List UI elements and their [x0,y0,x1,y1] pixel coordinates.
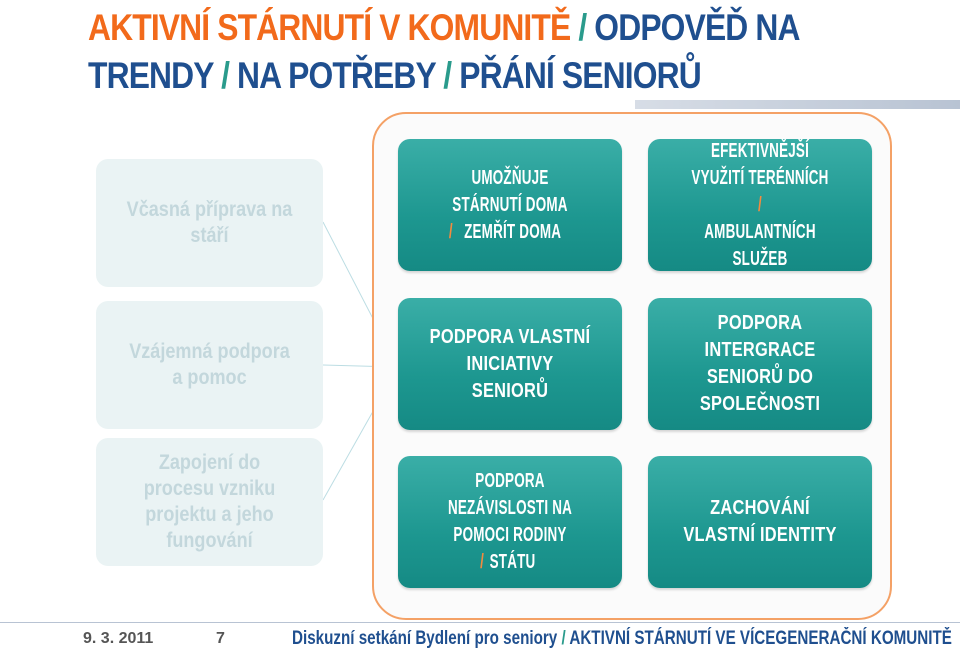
title-part-2: ODPOVĚĎ NA [594,7,800,48]
left-item-involvement [96,438,323,566]
box-own-initiative [398,298,622,430]
box-independence [398,456,622,588]
footer-text-1: Diskuzní setkání Bydlení pro seniory [292,628,558,649]
box-aging-at-home [398,139,622,271]
box-separator: / [448,220,453,243]
box-text: STÁTU [489,551,536,573]
box-text: EFEKTIVNĚJŠÍ VYUŽITÍ TERÉNNÍCH [691,139,829,189]
title-part-1: AKTIVNÍ STÁRNUTÍ V KOMUNITĚ [88,7,571,48]
footer-text [292,628,952,650]
left-item-label: Vzájemná podpora a pomoc [129,340,290,389]
title-part-4: NA POTŘEBY [237,55,436,96]
box-text: AMBULANTNÍCH SLUŽEB [704,220,816,270]
box-separator: / [758,193,762,216]
box-identity [648,456,872,588]
title-part-3: TRENDY [88,55,214,96]
title-sep-3: / [435,55,460,96]
title-part-5: PŘÁNÍ SENIORŮ [459,55,701,96]
box-integration [648,298,872,430]
left-item-preparation [96,159,323,287]
box-text: ZACHOVÁNÍ VLASTNÍ IDENTITY [683,497,837,546]
left-item-mutual-support [96,301,323,429]
footer-date: 9. 3. 2011 [83,630,154,647]
footer-page-number: 7 [216,630,225,647]
footer-text-2: AKTIVNÍ STÁRNUTÍ VE VÍCEGENERAČNÍ KOMUNITĚ [569,628,952,649]
left-item-label: Zapojení do procesu vzniku projektu a jeho fungování [143,451,276,552]
title-sep-2: / [213,55,238,96]
box-text: PODPORA INTERGRACE SENIORŮ DO SPOLEČNOSTI [699,312,821,415]
box-text: PODPORA NEZÁVISLOSTI NA POMOCI RODINY [447,470,573,546]
title-sep-1: / [570,7,595,48]
footer-sep: / [557,628,570,649]
box-separator: / [480,551,485,573]
left-item-label: Včasná příprava na stáří [126,198,293,247]
box-text: PODPORA VLASTNÍ INICIATIVY SENIORŮ [429,325,591,402]
box-text: UMOŽŇUJE STÁRNUTÍ DOMA [452,166,568,216]
box-text: ZEMŘÍT DOMA [463,220,561,243]
footer-divider [0,622,960,623]
box-field-services [648,139,872,271]
